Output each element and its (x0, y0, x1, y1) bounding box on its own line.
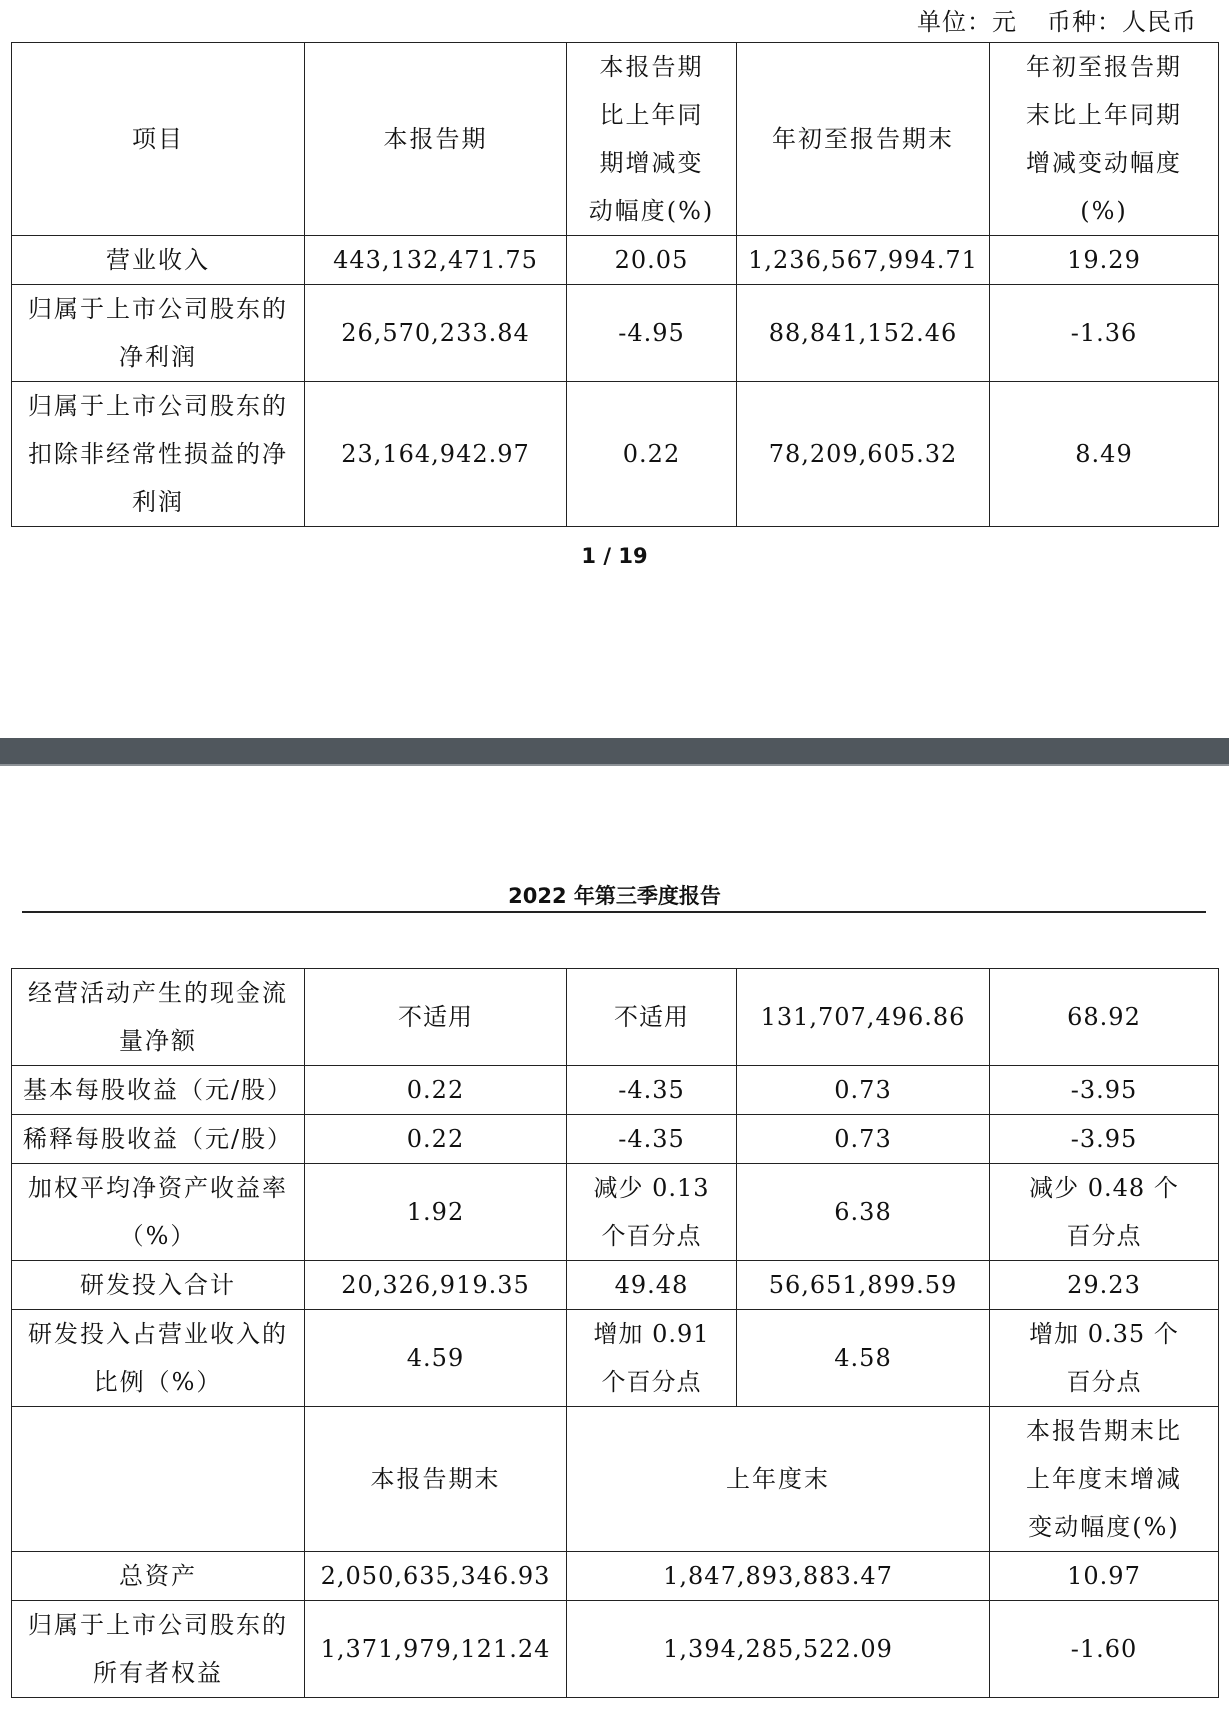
cell-text-line: 49.48 (614, 1271, 689, 1299)
cell-text-line: 百分点 (1066, 1368, 1142, 1396)
cell-text-line: 增加 0.91 (593, 1320, 710, 1348)
cell-text-line: 比上年同 (599, 101, 704, 129)
value-cell: 23,164,942.97 (305, 382, 567, 527)
value-cell (990, 1261, 1219, 1310)
row-label-cell (12, 1066, 305, 1115)
cell-text-line: 不适用 (614, 1003, 689, 1031)
cell-text-line: 营业收入 (106, 246, 210, 274)
value-cell: 443,132,471.75 (305, 236, 567, 285)
cell-text-line: 稀释每股收益（元/股） (22, 1125, 294, 1153)
cell-text-line: 本报告期末比 (1026, 1417, 1182, 1445)
value-cell (737, 1115, 990, 1164)
cell-text-line: 扣除非经常性损益的净 (28, 440, 288, 468)
row-label-cell (12, 1115, 305, 1164)
currency-label: 币种：人民币 (1047, 8, 1197, 36)
page-number: 1 / 19 (581, 544, 648, 568)
cell-text-line: 6.38 (834, 1198, 892, 1226)
value-cell (990, 1310, 1219, 1407)
cell-text-line: 4.59 (406, 1344, 465, 1372)
value-cell (567, 1310, 737, 1407)
cell-text-line: 期增减变 (599, 149, 704, 177)
cell-text-line: 29.23 (1067, 1271, 1141, 1299)
value-cell: 0.22 (567, 382, 737, 527)
value-cell (567, 1115, 737, 1164)
header-cell-current-yoy (567, 43, 737, 236)
unit-label: 单位：元 (917, 8, 1017, 36)
cell-text-line: 项目 (132, 125, 184, 153)
value-cell: -4.95 (567, 285, 737, 382)
cell-text-line: 变动幅度(%) (1028, 1513, 1180, 1541)
cell-text-line: 年初至报告期 (1026, 53, 1182, 81)
value-cell (737, 969, 990, 1066)
value-cell (305, 1115, 567, 1164)
page-gap-divider (0, 738, 1229, 764)
cell-text-line: -4.35 (618, 1125, 685, 1153)
cell-text-line: (%) (1080, 197, 1128, 225)
cell-text-line: 增减变动幅度 (1026, 149, 1182, 177)
cell-text-line: 1.92 (406, 1198, 465, 1226)
cell-text-line: 2,050,635,346.93 (320, 1562, 551, 1590)
cell-text-line: 1,394,285,522.09 (663, 1635, 893, 1663)
header-cell-item (12, 43, 305, 236)
row-label-cell (12, 1601, 305, 1698)
value-cell (990, 1115, 1219, 1164)
header-cell-ytd (737, 43, 990, 236)
table-row (12, 382, 1219, 527)
key-financials-table-part2 (11, 968, 1219, 1698)
table-row (12, 1261, 1219, 1310)
cell-text-line: 总资产 (119, 1562, 197, 1590)
value-cell (990, 1164, 1219, 1261)
header-cell-prior-year-end (567, 1407, 990, 1552)
value-cell (305, 1601, 567, 1698)
cell-text-line: 利润 (132, 488, 184, 516)
row-label-cell (12, 236, 305, 285)
value-cell (990, 969, 1219, 1066)
cell-text-line: 减少 0.13 (593, 1174, 710, 1202)
header-cell-ytd-yoy (990, 43, 1219, 236)
running-header-title: 2022 年第三季度报告 (508, 884, 721, 908)
cell-text-line: 本报告期末 (370, 1465, 501, 1493)
row-label-cell (12, 285, 305, 382)
table-row (12, 1310, 1219, 1407)
table-row (12, 1552, 1219, 1601)
cell-text-line: 个百分点 (601, 1368, 702, 1396)
value-cell: 26,570,233.84 (305, 285, 567, 382)
table-row (12, 969, 1219, 1066)
value-cell (305, 1066, 567, 1115)
row-label-cell (12, 1310, 305, 1407)
value-cell (305, 1164, 567, 1261)
header-rule (22, 911, 1206, 913)
table-row (12, 236, 1219, 285)
value-cell (990, 1601, 1219, 1698)
value-cell: 88,841,152.46 (737, 285, 990, 382)
value-cell: 8.49 (990, 382, 1219, 527)
cell-text-line: 本报告期 (383, 125, 488, 153)
value-cell (737, 1066, 990, 1115)
cell-text-line: 比例（%） (93, 1368, 223, 1396)
value-cell (305, 1261, 567, 1310)
cell-text-line: 20,326,919.35 (341, 1271, 530, 1299)
cell-text-line: 上年度末增减 (1026, 1465, 1182, 1493)
value-cell (305, 1310, 567, 1407)
table-row (12, 1601, 1219, 1698)
cell-text-line: 个百分点 (601, 1222, 702, 1250)
cell-text-line: 研发投入占营业收入的 (28, 1320, 288, 1348)
value-cell: -1.36 (990, 285, 1219, 382)
cell-text-line: 百分点 (1066, 1222, 1142, 1250)
value-cell (567, 1066, 737, 1115)
header-cell-period-end (305, 1407, 567, 1552)
cell-text-line: 上年度末 (726, 1465, 830, 1493)
value-cell (737, 1310, 990, 1407)
cell-text-line: 量净额 (119, 1027, 197, 1055)
table-header-row (12, 43, 1219, 236)
cell-text-line: 末比上年同期 (1026, 101, 1182, 129)
table-row (12, 1066, 1219, 1115)
cell-text-line: 加权平均净资产收益率 (28, 1174, 288, 1202)
value-cell (737, 1164, 990, 1261)
cell-text-line: 增加 0.35 个 (1029, 1320, 1179, 1348)
value-cell (990, 1066, 1219, 1115)
cell-text-line: 0.73 (834, 1076, 892, 1104)
cell-text-line: 10.97 (1067, 1562, 1141, 1590)
cell-text-line: 68.92 (1067, 1003, 1141, 1031)
value-cell: 19.29 (990, 236, 1219, 285)
key-financials-table-part1 (11, 42, 1219, 527)
cell-text-line: 归属于上市公司股东的 (28, 392, 288, 420)
cell-text-line: 1,847,893,883.47 (663, 1562, 893, 1590)
table-row (12, 285, 1219, 382)
cell-text-line: 所有者权益 (93, 1659, 223, 1687)
value-cell (567, 1552, 990, 1601)
cell-text-line: 基本每股收益（元/股） (22, 1076, 294, 1104)
cell-text-line: -1.60 (1070, 1635, 1138, 1663)
cell-text-line: 0.73 (834, 1125, 892, 1153)
cell-text-line: 动幅度(%) (588, 197, 715, 225)
row-label-cell (12, 382, 305, 527)
cell-text-line: -3.95 (1070, 1076, 1138, 1104)
cell-text-line: 净利润 (119, 343, 197, 371)
cell-text-line: 1,371,979,121.24 (320, 1635, 551, 1663)
cell-text-line: 本报告期 (599, 53, 704, 81)
value-cell (567, 1164, 737, 1261)
cell-text-line: 研发投入合计 (80, 1271, 236, 1299)
value-cell (737, 1261, 990, 1310)
table-row (12, 1164, 1219, 1261)
value-cell (567, 969, 737, 1066)
value-cell: 1,236,567,994.71 (737, 236, 990, 285)
table-row (12, 1115, 1219, 1164)
header-cell-change-pct (990, 1407, 1219, 1552)
value-cell (305, 969, 567, 1066)
cell-text-line: 减少 0.48 个 (1029, 1174, 1179, 1202)
cell-text-line: 归属于上市公司股东的 (28, 295, 288, 323)
cell-text-line: 4.58 (834, 1344, 892, 1372)
value-cell (305, 1552, 567, 1601)
value-cell (567, 1601, 990, 1698)
page-gap-divider-edge (0, 764, 1229, 766)
value-cell (567, 1261, 737, 1310)
cell-text-line: 年初至报告期末 (772, 125, 954, 153)
balance-header-row (12, 1407, 1219, 1552)
value-cell: 20.05 (567, 236, 737, 285)
value-cell: 78,209,605.32 (737, 382, 990, 527)
cell-text-line: 56,651,899.59 (768, 1271, 958, 1299)
row-label-cell (12, 1164, 305, 1261)
value-cell (990, 1552, 1219, 1601)
cell-text-line: （%） (119, 1222, 197, 1250)
balance-header-empty-cell (12, 1407, 305, 1552)
cell-text-line: -3.95 (1070, 1125, 1138, 1153)
cell-text-line: 归属于上市公司股东的 (28, 1611, 288, 1639)
header-cell-current-period (305, 43, 567, 236)
cell-text-line: 不适用 (398, 1003, 473, 1031)
row-label-cell (12, 1552, 305, 1601)
cell-text-line: 经营活动产生的现金流 (28, 979, 288, 1007)
cell-text-line: 131,707,496.86 (760, 1003, 966, 1031)
unit-currency-note (917, 2, 1197, 37)
cell-text-line: 0.22 (406, 1076, 465, 1104)
row-label-cell (12, 969, 305, 1066)
cell-text-line: -4.35 (618, 1076, 685, 1104)
row-label-cell (12, 1261, 305, 1310)
cell-text-line: 0.22 (406, 1125, 465, 1153)
